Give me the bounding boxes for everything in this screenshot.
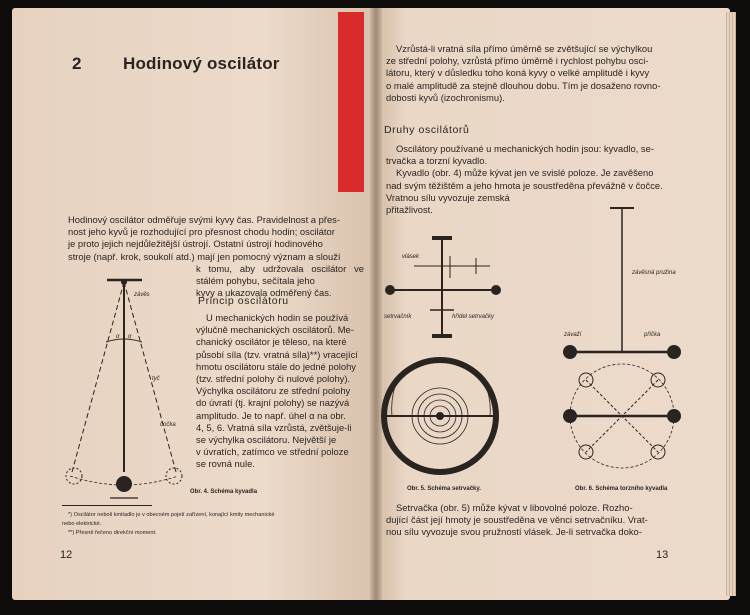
- label-spring: vlásek: [402, 254, 420, 260]
- chapter-number: 2: [72, 54, 82, 73]
- right-bottom-paragraph: Setrvačka (obr. 5) může kývat v libovolné poloze. Rozho- dující část její hmoty je soustředěna ve věnci setrvačníku. Vrat- nou sílu vyvozuje svou pružností vlásek. Je-li setrvačka doko-: [386, 502, 648, 538]
- pendulum-diagram: [52, 276, 192, 496]
- open-book: [10, 8, 740, 608]
- fig5-caption: Obr. 5. Schéma setrvačky.: [407, 486, 481, 492]
- pendulum-bob: [116, 476, 132, 492]
- label-pivot: závěs: [134, 292, 150, 298]
- weight-left: [563, 345, 577, 359]
- label-rod: tyč: [152, 376, 160, 382]
- footnotes: *) Oscilátor neboli kmitadlo je v obecném pojetí zařízení, konající kmity mechanické nebo elektrické. **) Přesně řečeno direkční moment.: [62, 512, 275, 536]
- fig6-caption: Obr. 6. Schéma torzního kyvadla: [575, 486, 668, 492]
- section-heading-types: Druhy oscilátorů: [384, 124, 470, 136]
- chapter-tab: [338, 12, 364, 192]
- label-staff: hřídel setrvačky: [452, 314, 495, 320]
- section-heading-principle: Princip oscilátoru: [198, 295, 289, 307]
- principle-paragraph: U mechanických hodin se používá výlučně mechanických oscilátorů. Me- chanický oscilátor je těleso, na které působí síla (tzv. vratná síla)**) vracející hmotu oscilátoru stále do jedné polohy (tzv. střední polohy či nulové polohy). Výchylka oscilátoru ze střední polohy do úvratí (tj. krajní polohy) se nazývá amplitudo. Je to např. úhel α na obr. 4, 5, 6. Vratná síla vzrůstá, zvětšuje-li se výchylka oscilátoru. Největší je v úvratích, zatímco ve střední poloze se rovná nule.: [196, 312, 358, 470]
- label-wheel: setrvačník: [384, 314, 412, 320]
- torsion-pendulum-diagram: [550, 204, 700, 484]
- balance-wheel-diagram: [380, 234, 510, 504]
- fig4-caption: Obr. 4. Schéma kyvadla: [190, 489, 258, 495]
- label-torsion-spring: závěsná pružina: [632, 270, 676, 276]
- bob-left: [66, 468, 82, 484]
- label-bar: příčka: [644, 332, 661, 338]
- weight-right: [667, 345, 681, 359]
- label-bob: čočka: [160, 422, 176, 428]
- label-alpha-left: α: [116, 334, 120, 340]
- label-weight: závaží: [564, 332, 582, 338]
- label-alpha-right: α: [128, 334, 132, 340]
- page-edges: [726, 12, 736, 596]
- page-number-right: 13: [656, 549, 669, 561]
- pendulum-left-swing: [72, 282, 124, 472]
- page-number-left: 12: [60, 549, 73, 561]
- chapter-title: Hodinový oscilátor: [123, 54, 280, 73]
- intro-paragraph: Hodinový oscilátor odměřuje svými kyvy čas. Pravidelnost a přes- nost jeho kyvů je rozhodující pro přesnost chodu hodin; oscilátor je proto jejich nejdůležitější ústrojí. Ostatní ústrojí hodinového stroje (např. krok, soukolí atd.) mají jen pomocný význam a slouží k tomu, aby udržovala oscilátor ve stálém pohybu, sečítala jeho kyvy a ukazovala odměřený čas.: [68, 214, 364, 299]
- types-paragraph: Oscilátory používané u mechanických hodin jsou: kyvadlo, se- trvačka a torzní kyvadlo. Kyvadlo (obr. 4) může kývat jen ve svislé poloze. Je zavěšeno nad svým těžištěm a jeho hmota je soustředěna převážně v čočce. Vratnou sílu vyvozuje zemská přitažlivost.: [386, 143, 663, 216]
- footnote-rule: [62, 505, 152, 506]
- right-top-paragraph: Vzrůstá-li vratná síla přímo úměrně se zvětšující se výchylkou ze střední polohy, vzrůstá přímo úměrně i rychlost pohybu osci- látoru, který v důsledku toho koná kyvy o velké amplitudě i kyvy o malé amplitudě za stejně dlouhou dobu. Tím je dosaženo rovno- dobosti kyvů (izochronismu).: [386, 43, 661, 103]
- bob-right: [166, 468, 182, 484]
- pendulum-right-swing: [124, 282, 176, 472]
